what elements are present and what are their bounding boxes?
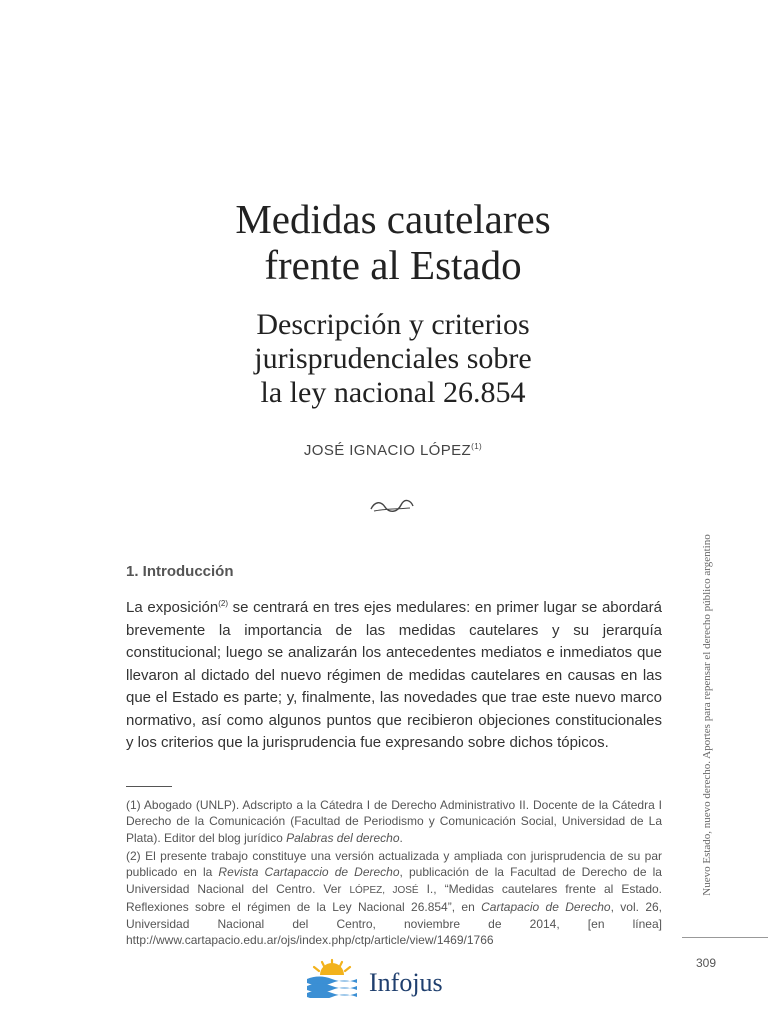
footnote-2-journal-2: Cartapacio de Derecho [481, 900, 611, 915]
footnote-2 [126, 848, 662, 948]
footnote-1-text: (1) Abogado (UNLP). Adscripto a la Cátedra I de Derecho Administrativo II. Docente de la Cátedra I Derecho de la Comunicación (Facultad de Periodismo y Comunicación Social, Universidad de La Plata). Editor del blog jurídico [126, 798, 662, 845]
footnote-2-part-4[interactable]: , vol. 26, Universidad Nacional del Centro, noviembre de 2014, [en línea] http://www.cartapacio.edu.ar/ojs/index.php/ctp/article/view/1469/1766 [126, 900, 663, 948]
intro-text-start: La exposición [126, 599, 219, 616]
sidebar-divider [682, 937, 768, 938]
intro-paragraph [126, 593, 662, 755]
author-name: JOSÉ IGNACIO LÓPEZ [303, 442, 472, 459]
footnote-divider [126, 786, 172, 787]
footnote-ref-2[interactable]: (2) [218, 599, 229, 608]
author-line [0, 442, 768, 459]
footnote-2-part-3: I., “Medidas cautelares frente al Estado. Reflexiones sobre el régimen de la Ley Nacional 26.854”, en [126, 881, 663, 915]
author-footnote-ref[interactable]: (1) [471, 442, 483, 451]
infojus-logo-text: Infojus [369, 968, 443, 997]
footnote-1-blog-title: Palabras del derecho [286, 830, 400, 845]
footnote-2-part-2: , publicación de la Facultad de Derecho de la Universidad Nacional del Centro. Ver [126, 865, 662, 896]
document-title [0, 196, 768, 288]
subtitle-line-3: la ley nacional 26.854 [260, 376, 526, 409]
subtitle-line-2: jurisprudenciales sobre [254, 342, 532, 375]
subtitle-line-1: Descripción y criterios [256, 308, 530, 341]
ornament-flourish-icon [368, 497, 416, 515]
book-title-sidebar: Nuevo Estado, nuevo derecho. Aportes para repensar el derecho público argentino [701, 534, 713, 896]
footnote-1-end: . [399, 830, 403, 845]
footnote-1 [126, 797, 662, 846]
footnote-2-part-1: (2) El presente trabajo constituye una versión actualizada y ampliada con jurisprudencia de su par publicado en la [126, 849, 662, 880]
title-line-2: frente al Estado [264, 242, 522, 288]
section-heading: 1. Introducción [126, 563, 234, 580]
footnote-2-journal: Revista Cartapaccio de Derecho [218, 865, 400, 880]
infojus-logo-icon [304, 956, 360, 998]
title-line-1: Medidas cautelares [235, 196, 551, 242]
intro-text-rest: se centrará en tres ejes medulares: en primer lugar se abordará brevemente la importancia de las medidas cautelares y su jerarquía constitucional; luego se analizarán los antecedentes mediatos e inmediatos que llevaron al dictado del nuevo régimen de medidas cautelares en causas en las que el Estado es parte; y, finalmente, las novedades que trae este nuevo marco normativo, así como algunos puntos que recibieron objeciones constitucionales y los criterios que la jurisprudencia fue expresando sobre dichos tópicos. [126, 599, 662, 751]
footnote-2-author: LÓPEZ, JOSÉ [349, 884, 419, 896]
document-subtitle [0, 308, 768, 410]
page-number: 309 [696, 956, 717, 970]
